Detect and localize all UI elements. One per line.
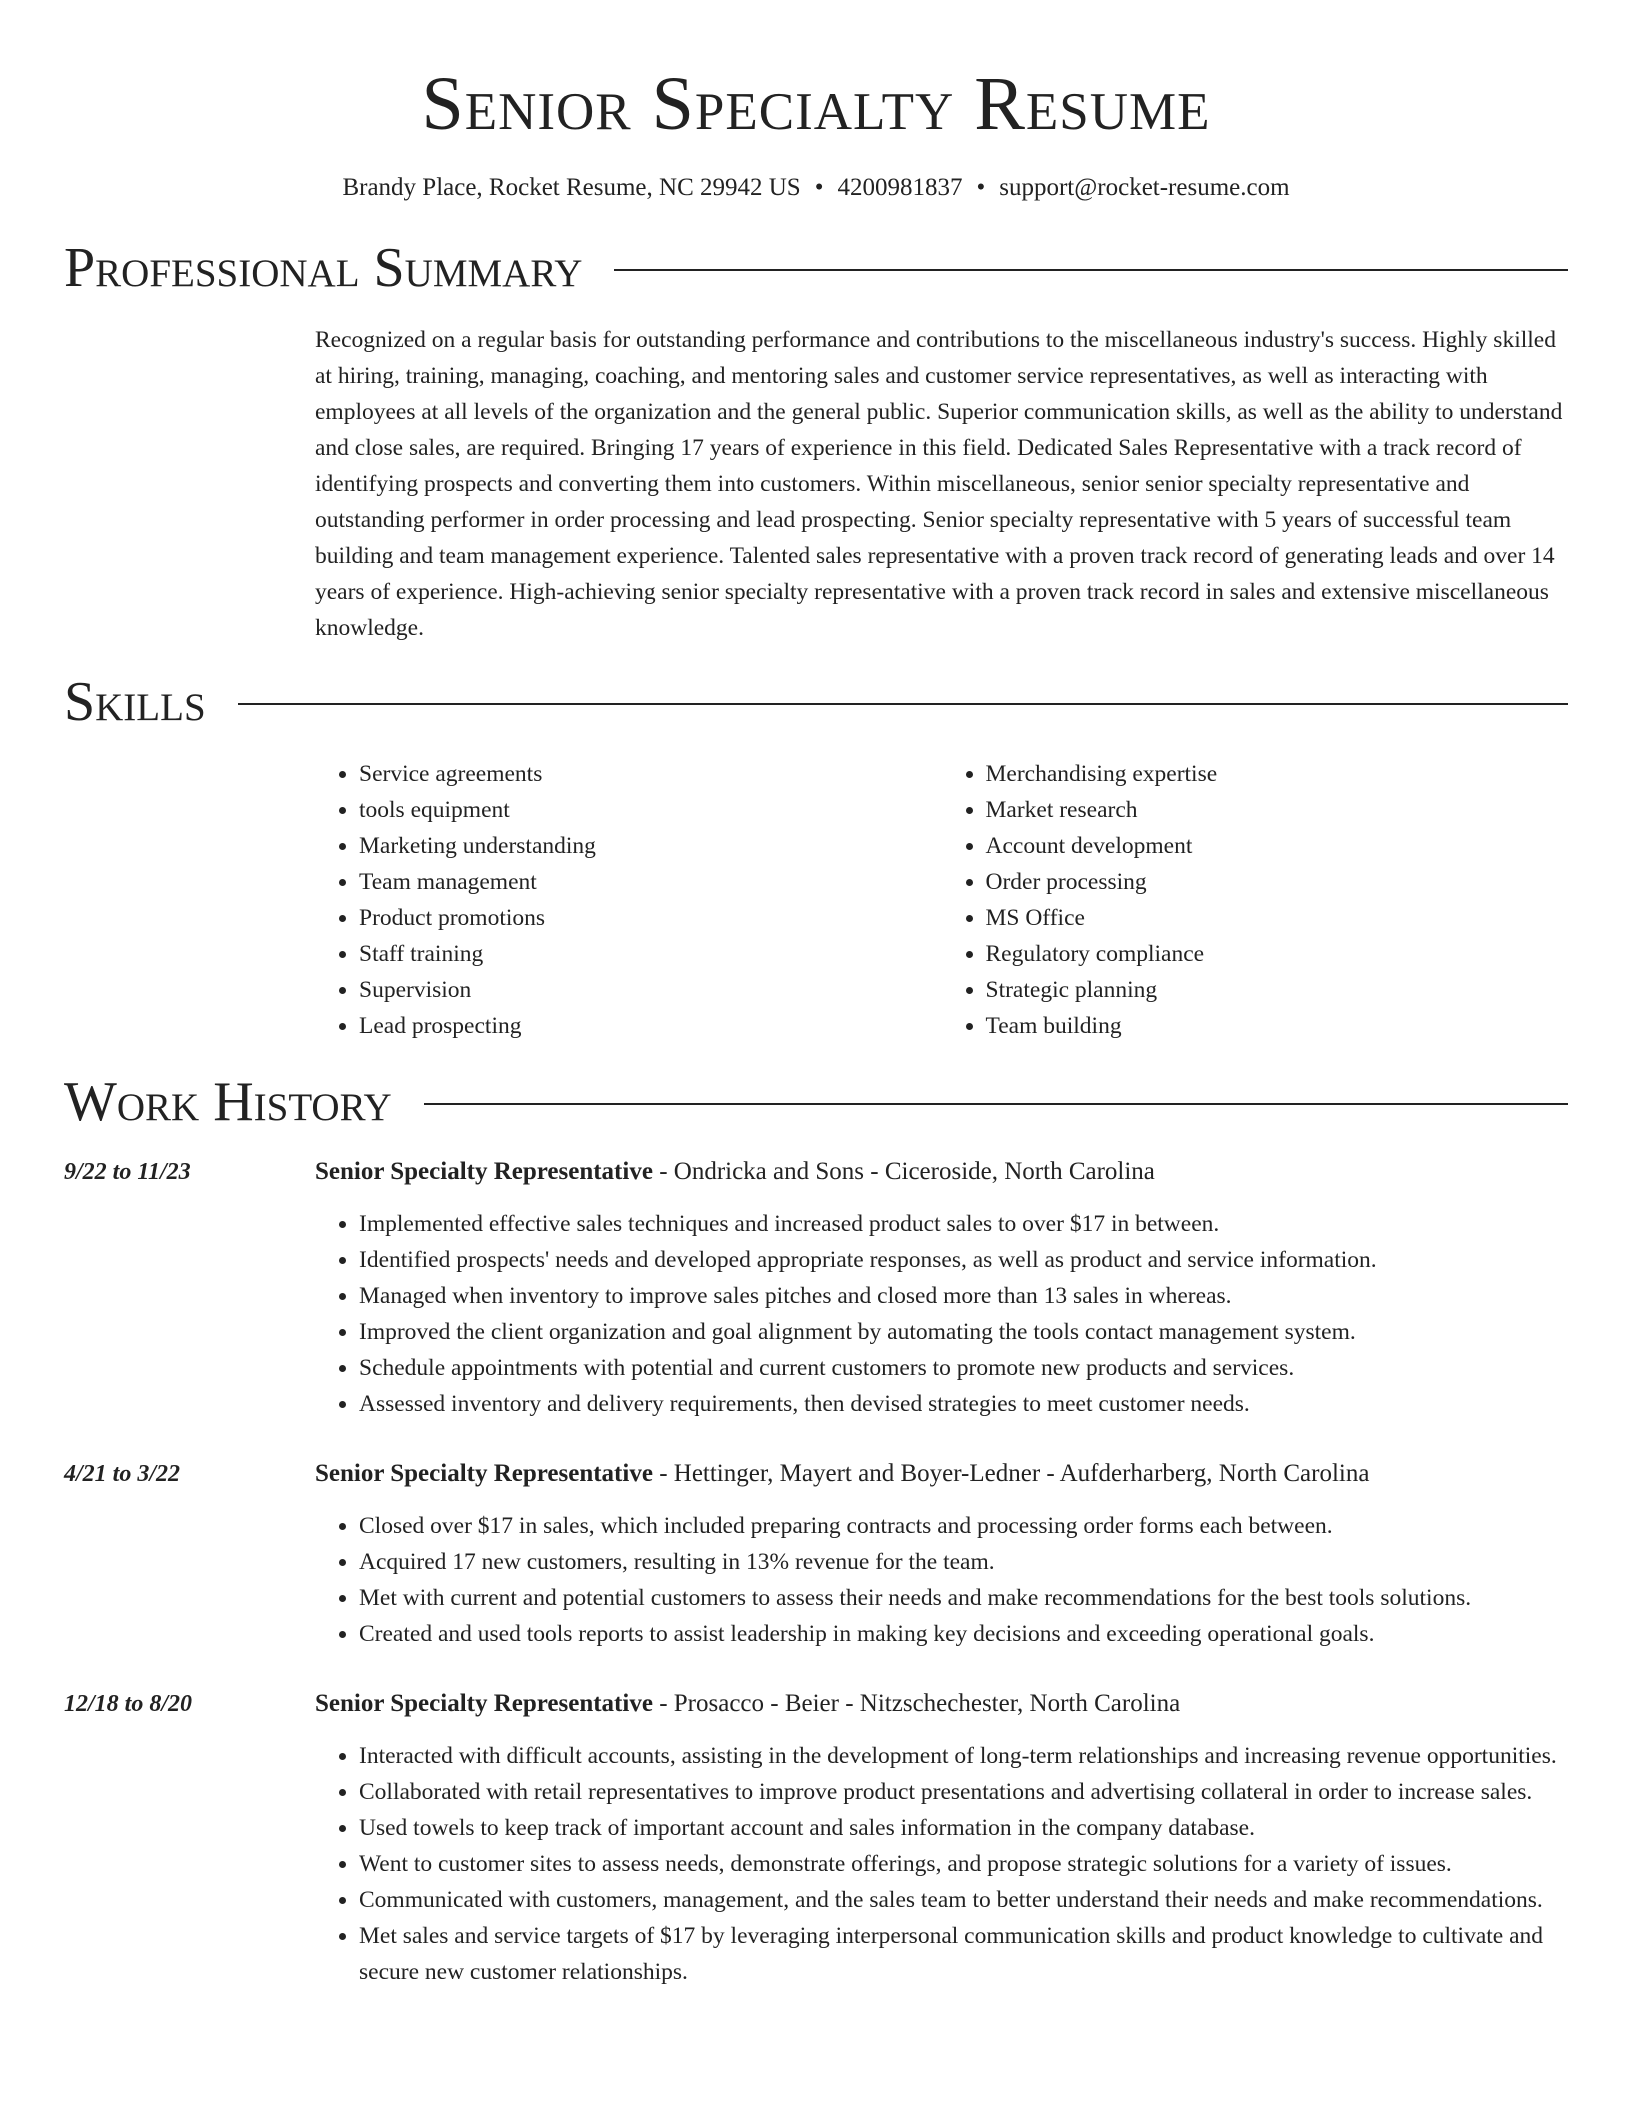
- job-body: [315, 1456, 1568, 1652]
- contact-phone: 4200981837: [837, 174, 963, 201]
- job-employer: - Ondricka and Sons - Ciceroside, North Carolina: [652, 1158, 1155, 1185]
- job-bullet: • Met sales and service targets of $17 by leveraging interpersonal communication skills and product knowledge to cultivate and secure new customer relationships.: [359, 1918, 1568, 1990]
- job-bullet: • Used towels to keep track of important account and sales information in the company database.: [359, 1810, 1568, 1846]
- job-body: [315, 1154, 1568, 1422]
- job-dates: 12/18 to 8/20: [64, 1691, 193, 1717]
- job-bullet: • Collaborated with retail representatives to improve product presentations and advertising collateral in order to increase sales.: [359, 1774, 1568, 1810]
- job-heading: [315, 1456, 1568, 1492]
- skills-section-header: [64, 672, 1568, 732]
- resume-title: Senior Specialty Resume: [421, 62, 1211, 146]
- job-employer: - Prosacco - Beier - Nitzschechester, North Carolina: [652, 1690, 1181, 1717]
- job-bullet: • Met with current and potential customers to assess their needs and make recommendations for the best tools solutions.: [359, 1580, 1568, 1616]
- skill-item: • Staff training: [359, 936, 942, 972]
- section-divider: [614, 269, 1568, 271]
- contact-email: support@rocket-resume.com: [999, 174, 1290, 201]
- job-bullet: • Assessed inventory and delivery requirements, then devised strategies to meet customer needs.: [359, 1386, 1568, 1422]
- section-divider: [238, 703, 1568, 705]
- job-dates: 9/22 to 11/23: [64, 1159, 191, 1185]
- skill-item: • Team building: [986, 1008, 1569, 1044]
- job-employer: - Hettinger, Mayert and Boyer-Ledner - Aufderharberg, North Carolina: [652, 1460, 1370, 1487]
- job-bullet: • Closed over $17 in sales, which included preparing contracts and processing order forms each between.: [359, 1508, 1568, 1544]
- skill-item: • tools equipment: [359, 792, 942, 828]
- job-entry: [64, 1686, 1568, 1990]
- job-bullets: [315, 1508, 1568, 1652]
- job-role: Senior Specialty Representative: [315, 1690, 653, 1717]
- job-bullet: • Implemented effective sales techniques and increased product sales to over $17 in between.: [359, 1206, 1568, 1242]
- work-heading: Work History: [64, 1071, 392, 1133]
- skills-column-left: [315, 756, 942, 1044]
- skill-item: • Market research: [986, 792, 1569, 828]
- job-entry: [64, 1456, 1568, 1652]
- job-entry: [64, 1154, 1568, 1422]
- job-bullet: • Went to customer sites to assess needs, demonstrate offerings, and propose strategic solutions for a variety of issues.: [359, 1846, 1568, 1882]
- contact-separator: •: [814, 174, 824, 201]
- skills-column-right: [942, 756, 1569, 1044]
- job-bullet: • Communicated with customers, management, and the sales team to better understand their needs and make recommendations.: [359, 1882, 1568, 1918]
- summary-text: Recognized on a regular basis for outstanding performance and contributions to the miscellaneous industry's success. Highly skilled at hiring, training, managing, coaching, and mentoring sales and customer service representatives, as well as interacting with employees at all levels of the organization and the general public. Superior communication skills, as well as the ability to understand and close sales, are required. Bringing 17 years of experience in this field. Dedicated Sales Representative with a track record of identifying prospects and converting them into customers. Within miscellaneous, senior senior specialty representative and outstanding performer in order processing and lead prospecting. Senior specialty representative with 5 years of successful team building and team management experience. Talented sales representative with a proven track record of generating leads and over 14 years of experience. High-achieving senior specialty representative with a proven track record in sales and extensive miscellaneous knowledge.: [315, 327, 1563, 641]
- job-bullet: • Acquired 17 new customers, resulting in 13% revenue for the team.: [359, 1544, 1568, 1580]
- contact-separator: •: [976, 174, 986, 201]
- skill-item: • Supervision: [359, 972, 942, 1008]
- work-section-header: [64, 1072, 1568, 1132]
- job-bullets: [315, 1206, 1568, 1422]
- job-heading: [315, 1154, 1568, 1190]
- job-dates: 4/21 to 3/22: [64, 1461, 181, 1487]
- skill-item: • Strategic planning: [986, 972, 1569, 1008]
- job-bullet: • Schedule appointments with potential and current customers to promote new products and services.: [359, 1350, 1568, 1386]
- job-bullet: • Identified prospects' needs and developed appropriate responses, as well as product and service information.: [359, 1242, 1568, 1278]
- resume-page: [64, 0, 1568, 1990]
- job-bullet: • Improved the client organization and goal alignment by automating the tools contact management system.: [359, 1314, 1568, 1350]
- job-body: [315, 1686, 1568, 1990]
- skill-item: • Account development: [986, 828, 1569, 864]
- job-role: Senior Specialty Representative: [315, 1158, 653, 1185]
- summary-section-header: [64, 238, 1568, 298]
- skill-item: • Marketing understanding: [359, 828, 942, 864]
- skill-item: • Merchandising expertise: [986, 756, 1569, 792]
- job-bullet: • Created and used tools reports to assist leadership in making key decisions and exceeding operational goals.: [359, 1616, 1568, 1652]
- skill-item: • Product promotions: [359, 900, 942, 936]
- job-bullets: [315, 1738, 1568, 1990]
- skill-item: • Service agreements: [359, 756, 942, 792]
- contact-line: [64, 172, 1568, 204]
- skills-grid: [315, 756, 1568, 1044]
- summary-heading: Professional Summary: [64, 237, 583, 299]
- contact-address: Brandy Place, Rocket Resume, NC 29942 US: [342, 174, 801, 201]
- job-role: Senior Specialty Representative: [315, 1460, 653, 1487]
- job-bullet: • Managed when inventory to improve sales pitches and closed more than 13 sales in whereas.: [359, 1278, 1568, 1314]
- skill-item: • Order processing: [986, 864, 1569, 900]
- skill-item: • Lead prospecting: [359, 1008, 942, 1044]
- skill-item: • Team management: [359, 864, 942, 900]
- skill-item: • Regulatory compliance: [986, 936, 1569, 972]
- job-bullet: • Interacted with difficult accounts, assisting in the development of long-term relationships and increasing revenue opportunities.: [359, 1738, 1568, 1774]
- skill-item: • MS Office: [986, 900, 1569, 936]
- section-divider: [424, 1103, 1568, 1105]
- job-heading: [315, 1686, 1568, 1722]
- skills-heading: Skills: [64, 671, 206, 733]
